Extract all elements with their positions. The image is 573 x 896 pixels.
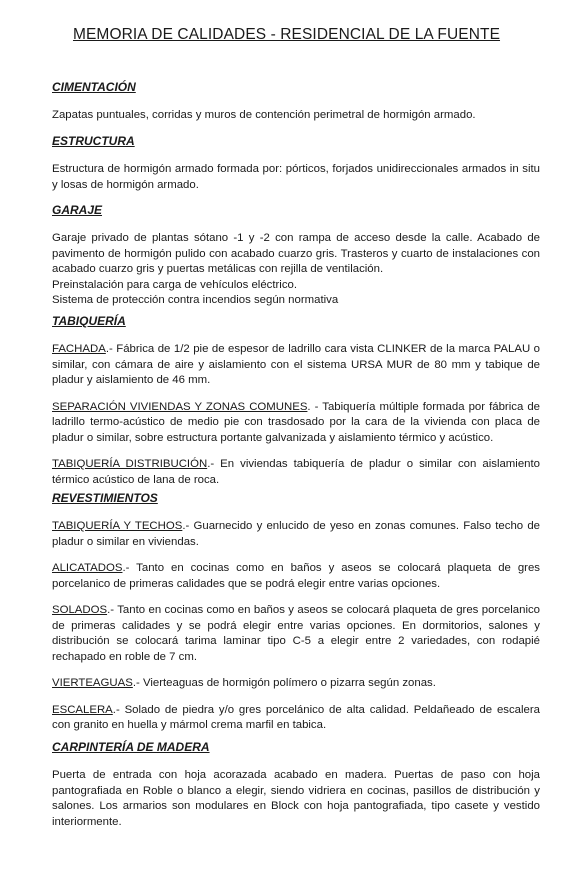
paragraph-techos	[52, 519, 540, 550]
section-text: Zapatas puntuales, corridas y muros de contención perimetral de hormigón armado.	[52, 109, 476, 121]
paragraph-text: .- En viviendas tabiquería de pladur o similar con aislamiento térmico acústico de lana de roca.	[52, 458, 540, 486]
section-heading: GARAJE	[52, 203, 103, 217]
section-text-line: Sistema de protección contra incendios según normativa	[52, 294, 339, 306]
paragraph-text: .- Tanto en cocinas como en baños y aseos se colocará plaqueta de gres porcelanico de primeras calidades que se podrá elegir entre varias opciones.	[52, 562, 540, 590]
paragraph-vierteaguas	[52, 676, 540, 692]
paragraph-solados	[52, 603, 540, 665]
document-title: MEMORIA DE CALIDADES - RESIDENCIAL DE LA FUENTE	[72, 26, 501, 43]
section-garaje	[52, 203, 540, 320]
subheading-distribucion: TABIQUERÍA DISTRIBUCIÓN	[52, 458, 208, 470]
section-heading: ESTRUCTURA	[52, 134, 135, 148]
paragraph-text: .- Vierteaguas de hormigón polímero o pizarra según zonas.	[132, 677, 436, 689]
section-tabiqueria	[52, 314, 540, 499]
section-text: Garaje privado de plantas sótano -1 y -2 con rampa de acceso desde la calle. Acabado de pavimento de hormigón pulido con acabado cuarzo gris. Trasteros y cuarto de instalaciones con acabado cuarzo gris y puertas metálicas con rejilla de ventilación.	[52, 232, 540, 275]
paragraph-separacion	[52, 400, 540, 447]
section-heading: TABIQUERÍA	[52, 314, 126, 328]
paragraph-text: . - Tabiquería múltiple formada por fábrica de ladrillo termo-acústico de medio pie con trasdosado por la cara de la vivienda con placa de pladur o similar, sobre estructura portante galvanizada y aislamiento térmico y acústico.	[52, 400, 540, 444]
paragraph-distribucion	[52, 457, 540, 488]
subheading-separacion: SEPARACIÓN VIVIENDAS Y ZONAS COMUNES	[52, 400, 308, 413]
paragraph-fachada	[52, 342, 540, 389]
paragraph-text: .- Fábrica de 1/2 pie de espesor de ladrillo cara vista CLINKER de la marca PALAU o similar, con cámara de aire y aislamiento con el sistema URSA MUR de 80 mm y tabique de pladur y aislamiento de 46 mm.	[52, 343, 540, 386]
section-heading: CARPINTERÍA DE MADERA	[52, 740, 210, 754]
paragraph-text: .- Guarnecido y enlucido de yeso en zonas comunes. Falso techo de pladur o similar en viviendas.	[52, 520, 540, 548]
subheading-escalera: ESCALERA	[52, 703, 113, 716]
section-heading: REVESTIMIENTOS	[52, 491, 158, 505]
paragraph-escalera	[52, 703, 540, 734]
subheading-solados: SOLADOS	[52, 604, 108, 616]
section-text: Puerta de entrada con hoja acorazada acabado en madera. Puertas de paso con hoja pantografiada en Roble o blanco a elegir, siendo vidriera en cocinas, pasillos de distribución y salones. Los armarios son modulares en Block con hoja pantografiada, tipo casete y vestido interiormente.	[52, 769, 540, 828]
section-text-line: Preinstalación para carga de vehículos eléctrico.	[52, 278, 298, 291]
paragraph-text: .- Tanto en cocinas como en baños y aseos se colocará plaqueta de gres porcelanico de primeras calidades y se podrá elegir entre varias opciones. En dormitorios, salones y distribución se colocará tarima laminar tipo C-5 a elegir entre 2 variedades, con rodapié rechapado en roble de 7 cm.	[52, 604, 540, 663]
paragraph-text: .- Solado de piedra y/o gres porcelánico de alta calidad. Peldañeado de escalera con granito en huella y mármol crema marfil en tabica.	[52, 703, 540, 731]
section-text: Estructura de hormigón armado formada por: pórticos, forjados unidireccionales armados in situ y losas de hormigón armado.	[52, 163, 540, 191]
section-revestimientos	[52, 491, 540, 745]
subheading-techos: TABIQUERÍA Y TECHOS	[52, 520, 183, 532]
subheading-vierteaguas: VIERTEAGUAS	[52, 677, 133, 689]
paragraph-alicatados	[52, 561, 540, 592]
section-carpinteria	[52, 740, 540, 841]
section-estructura	[52, 134, 540, 204]
section-heading: CIMENTACIÓN	[52, 80, 136, 94]
section-cimentacion	[52, 80, 540, 135]
subheading-alicatados: ALICATADOS	[52, 562, 123, 574]
subheading-fachada: FACHADA	[52, 343, 106, 355]
